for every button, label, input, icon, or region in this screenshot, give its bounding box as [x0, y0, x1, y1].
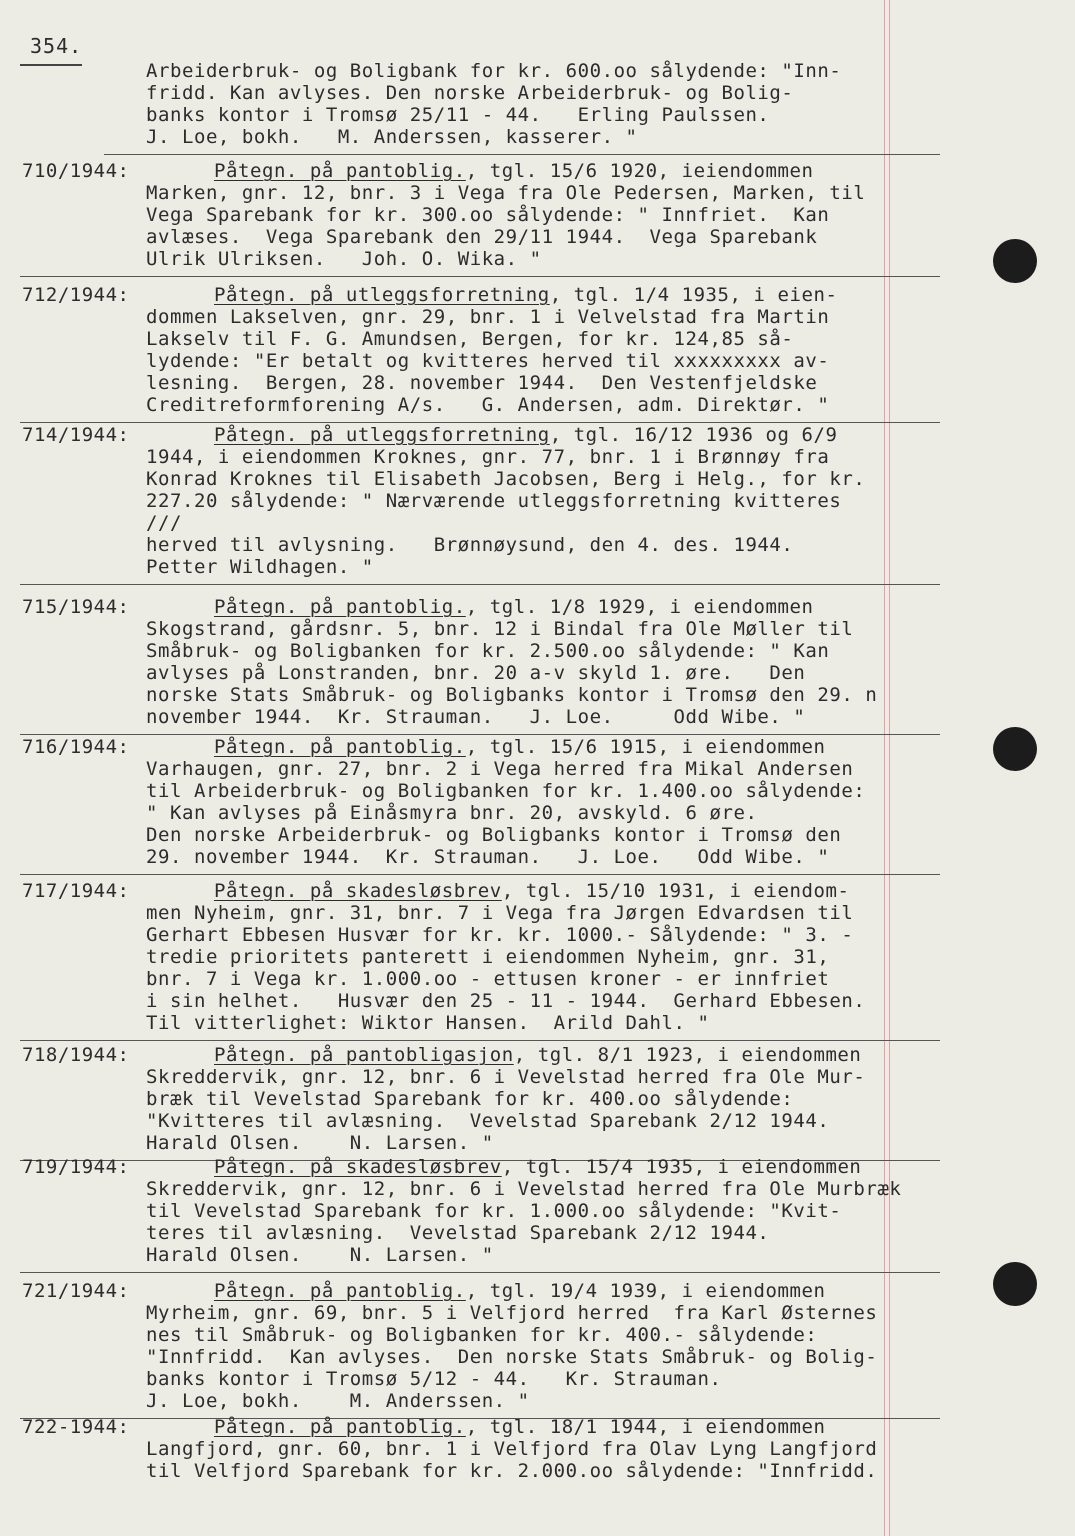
entry-number: 712/1944: [22, 284, 130, 306]
body-line: Ulrik Ulriksen. Joh. O. Wika. " [146, 248, 542, 270]
body-line: november 1944. Kr. Strauman. J. Loe. Odd Wibe. " [146, 706, 806, 728]
body-line: "Innfridd. Kan avlyses. Den norske Stats Småbruk- og Bolig- [146, 1346, 878, 1368]
body-line: fridd. Kan avlyses. Den norske Arbeiderbruk- og Bolig- [146, 82, 794, 104]
body-line: banks kontor i Tromsø 5/12 - 44. Kr. Strauman. [146, 1368, 722, 1390]
body-line: "Kvitteres til avlæsning. Vevelstad Sparebank 2/12 1944. [146, 1110, 830, 1132]
entry-first-line [214, 1416, 825, 1438]
entry-heading: Påtegn. på utleggsforretning [214, 284, 550, 306]
entry-first-line [214, 284, 837, 306]
entry-separator [20, 1272, 940, 1273]
body-line: bræk til Vevelstad Sparebank for kr. 400.oo sålydende: [146, 1088, 794, 1110]
entry-heading: Påtegn. på skadesløsbrev [214, 880, 502, 902]
body-line: Varhaugen, gnr. 27, bnr. 2 i Vega herred fra Mikal Andersen [146, 758, 854, 780]
entry-heading-rest: , tgl. 15/10 1931, i eiendom- [501, 880, 850, 902]
entry-separator [20, 584, 940, 585]
body-line: Gerhart Ebbesen Husvær for kr. kr. 1000.- Sålydende: " 3. - [146, 924, 854, 946]
body-line: men Nyheim, gnr. 31, bnr. 7 i Vega fra Jørgen Edvardsen til [146, 902, 854, 924]
body-line: Creditreformforening A/s. G. Andersen, adm. Direktør. " [146, 394, 830, 416]
body-line: avlyses på Lonstranden, bnr. 20 a-v skyld 1. øre. Den [146, 662, 806, 684]
entry-heading-rest: , tgl. 18/1 1944, i eiendommen [465, 1416, 826, 1438]
entry-separator [20, 422, 940, 423]
page-number-underline [20, 64, 82, 66]
entry-separator [104, 154, 940, 155]
body-line: Småbruk- og Boligbanken for kr. 2.500.oo sålydende: " Kan [146, 640, 830, 662]
body-line: avlæses. Vega Sparebank den 29/11 1944. Vega Sparebank [146, 226, 818, 248]
margin-rule [889, 0, 890, 1536]
entry-number: 722-1944: [22, 1416, 130, 1438]
body-line: Arbeiderbruk- og Boligbank for kr. 600.oo sålydende: "Inn- [146, 60, 842, 82]
body-line: J. Loe, bokh. M. Anderssen, kasserer. " [146, 126, 638, 148]
body-line: 1944, i eiendommen Kroknes, gnr. 77, bnr. 1 i Brønnøy fra [146, 446, 830, 468]
entry-heading: Påtegn. på pantoblig. [214, 1280, 466, 1302]
entry-number: 719/1944: [22, 1156, 130, 1178]
body-line: Harald Olsen. N. Larsen. " [146, 1244, 494, 1266]
entry-first-line [214, 424, 837, 446]
punch-hole-icon [993, 1262, 1037, 1306]
body-line: Vega Sparebank for kr. 300.oo sålydende: " Innfriet. Kan [146, 204, 830, 226]
entry-heading-rest: , tgl. 19/4 1939, i eiendommen [465, 1280, 826, 1302]
body-line: Marken, gnr. 12, bnr. 3 i Vega fra Ole Pedersen, Marken, til [146, 182, 866, 204]
body-line: bnr. 7 i Vega kr. 1.000.oo - ettusen kroner - er innfriet [146, 968, 830, 990]
body-line: Skreddervik, gnr. 12, bnr. 6 i Vevelstad herred fra Ole Mur- [146, 1066, 866, 1088]
entry-heading-rest: , tgl. 15/6 1915, i eiendommen [465, 736, 826, 758]
entry-heading-rest: , tgl. 1/4 1935, i eien- [549, 284, 838, 306]
entry-heading: Påtegn. på utleggsforretning [214, 424, 550, 446]
body-line: Petter Wildhagen. " [146, 556, 374, 578]
entry-number: 718/1944: [22, 1044, 130, 1066]
entry-number: 715/1944: [22, 596, 130, 618]
entry-separator [20, 1040, 940, 1041]
entry-heading-rest: , tgl. 15/4 1935, i eiendommen [501, 1156, 862, 1178]
body-line: lesning. Bergen, 28. november 1944. Den Vestenfjeldske [146, 372, 818, 394]
entry-first-line [214, 596, 813, 618]
body-line: Til vitterlighet: Wiktor Hansen. Arild Dahl. " [146, 1012, 710, 1034]
body-line: Skogstrand, gårdsnr. 5, bnr. 12 i Bindal fra Ole Møller til [146, 618, 854, 640]
entry-first-line [214, 1156, 861, 1178]
entry-heading: Påtegn. på pantoblig. [214, 1416, 466, 1438]
body-line: til Vevelstad Sparebank for kr. 1.000.oo sålydende: "Kvit- [146, 1200, 842, 1222]
entry-heading: Påtegn. på pantobligasjon [214, 1044, 514, 1066]
entry-separator [20, 734, 940, 735]
entry-number: 710/1944: [22, 160, 130, 182]
body-line: herved til avlysning. Brønnøysund, den 4. des. 1944. [146, 534, 794, 556]
body-line: norske Stats Småbruk- og Boligbanks kontor i Tromsø den 29. n [146, 684, 878, 706]
body-line: Skreddervik, gnr. 12, bnr. 6 i Vevelstad herred fra Ole Murbræk [146, 1178, 902, 1200]
body-line: lydende: "Er betalt og kvitteres herved til xxxxxxxxx av- [146, 350, 830, 372]
body-line: Lakselv til F. G. Amundsen, Bergen, for kr. 124,85 så- [146, 328, 794, 350]
entry-heading: Påtegn. på skadesløsbrev [214, 1156, 502, 1178]
entry-first-line [214, 880, 849, 902]
entry-separator [20, 874, 940, 875]
punch-hole-icon [993, 727, 1037, 771]
body-line: Myrheim, gnr. 69, bnr. 5 i Velfjord herred fra Karl Østernes [146, 1302, 878, 1324]
body-line: nes til Småbruk- og Boligbanken for kr. 400.- sålydende: [146, 1324, 818, 1346]
body-line: Den norske Arbeiderbruk- og Boligbanks kontor i Tromsø den [146, 824, 842, 846]
entry-first-line [214, 160, 813, 182]
entry-heading: Påtegn. på pantoblig. [214, 596, 466, 618]
body-line: Harald Olsen. N. Larsen. " [146, 1132, 494, 1154]
entry-number: 714/1944: [22, 424, 130, 446]
body-line: teres til avlæsning. Vevelstad Sparebank 2/12 1944. [146, 1222, 770, 1244]
body-line: " Kan avlyses på Einåsmyra bnr. 20, avskyld. 6 øre. [146, 802, 758, 824]
entry-separator [20, 276, 940, 277]
body-line: Konrad Kroknes til Elisabeth Jacobsen, Berg i Helg., for kr. [146, 468, 866, 490]
entry-heading: Påtegn. på pantoblig. [214, 160, 466, 182]
body-line: banks kontor i Tromsø 25/11 - 44. Erling Paulssen. [146, 104, 770, 126]
entry-number: 717/1944: [22, 880, 130, 902]
body-line: J. Loe, bokh. M. Anderssen. " [146, 1390, 530, 1412]
body-line: i sin helhet. Husvær den 25 - 11 - 1944. Gerhard Ebbesen. [146, 990, 866, 1012]
entry-heading-rest: , tgl. 15/6 1920, ieiendommen [465, 160, 814, 182]
punch-hole-icon [993, 239, 1037, 283]
entry-first-line [214, 736, 825, 758]
margin-rule [884, 0, 885, 1536]
entry-first-line [214, 1044, 861, 1066]
entry-number: 721/1944: [22, 1280, 130, 1302]
entry-heading-rest: , tgl. 1/8 1929, i eiendommen [465, 596, 814, 618]
body-line: tredie prioritets panterett i eiendommen Nyheim, gnr. 31, [146, 946, 830, 968]
entry-heading-rest: , tgl. 16/12 1936 og 6/9 [549, 424, 838, 446]
body-line: /// [146, 512, 182, 534]
entry-heading-rest: , tgl. 8/1 1923, i eiendommen [513, 1044, 862, 1066]
body-line: Langfjord, gnr. 60, bnr. 1 i Velfjord fra Olav Lyng Langfjord [146, 1438, 878, 1460]
page-number: 354. [30, 34, 83, 58]
body-line: til Arbeiderbruk- og Boligbanken for kr. 1.400.oo sålydende: [146, 780, 866, 802]
body-line: til Velfjord Sparebank for kr. 2.000.oo sålydende: "Innfridd. [146, 1460, 878, 1482]
entry-first-line [214, 1280, 825, 1302]
entry-heading: Påtegn. på pantoblig. [214, 736, 466, 758]
entry-number: 716/1944: [22, 736, 130, 758]
body-line: 29. november 1944. Kr. Strauman. J. Loe. Odd Wibe. " [146, 846, 830, 868]
body-line: 227.20 sålydende: " Nærværende utleggsforretning kvitteres [146, 490, 842, 512]
body-line: dommen Lakselven, gnr. 29, bnr. 1 i Velvelstad fra Martin [146, 306, 830, 328]
